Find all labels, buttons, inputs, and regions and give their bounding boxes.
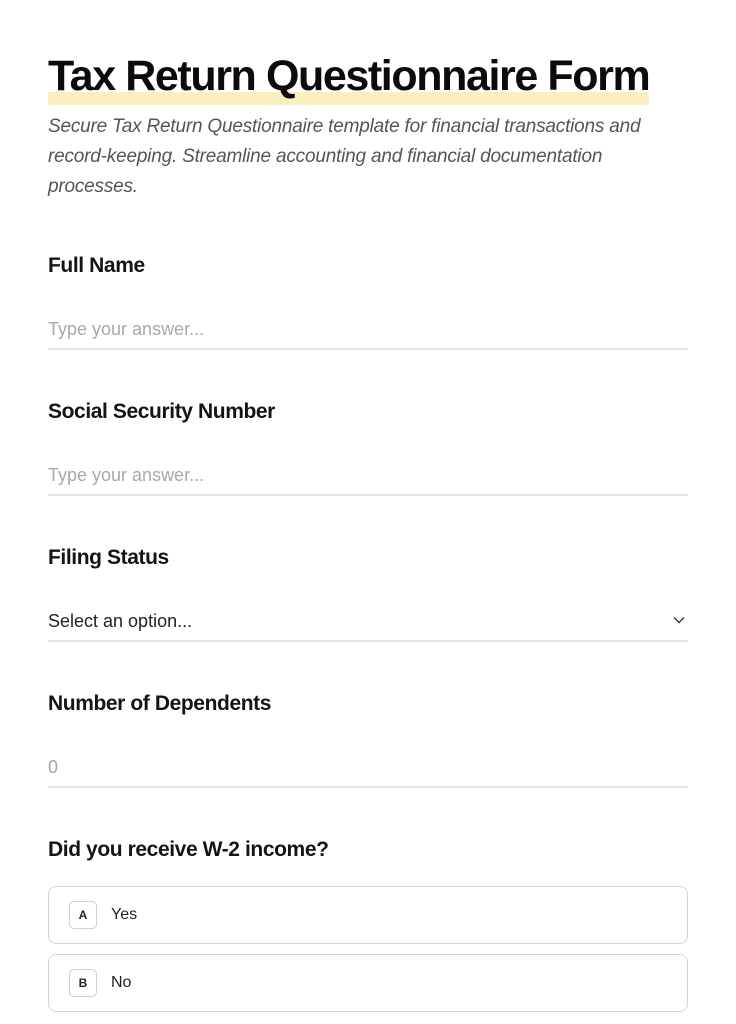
option-yes[interactable] <box>48 886 688 944</box>
field-label: Filing Status <box>48 546 169 569</box>
select-value: Select an option... <box>48 611 193 631</box>
option-label: No <box>111 974 132 991</box>
ssn-input[interactable] <box>48 456 688 494</box>
dependents-input[interactable] <box>48 748 688 786</box>
input-underline <box>48 748 688 788</box>
option-key-badge: A <box>69 901 97 929</box>
option-no[interactable] <box>48 954 688 1012</box>
field-full-name <box>48 252 688 350</box>
field-ssn <box>48 398 688 496</box>
field-label: Number of Dependents <box>48 692 272 715</box>
chevron-down-icon <box>672 613 686 627</box>
field-dependents <box>48 690 688 788</box>
filing-status-select[interactable] <box>48 602 688 642</box>
field-label: Social Security Number <box>48 400 275 423</box>
input-underline <box>48 456 688 496</box>
input-underline <box>48 310 688 350</box>
field-filing-status <box>48 544 688 642</box>
choice-list <box>48 886 688 1012</box>
full-name-input[interactable] <box>48 310 688 348</box>
field-label: Did you receive W-2 income? <box>48 838 329 861</box>
field-label: Full Name <box>48 254 145 277</box>
title-block <box>48 52 649 100</box>
page-description: Secure Tax Return Questionnaire template for financial transactions and record-keeping. Streamline accounting and financial documentation processes. <box>48 116 641 197</box>
option-key-badge: B <box>69 969 97 997</box>
page-title: Tax Return Questionnaire Form <box>48 52 650 100</box>
field-w2-income <box>48 836 688 1012</box>
option-label: Yes <box>111 906 138 923</box>
